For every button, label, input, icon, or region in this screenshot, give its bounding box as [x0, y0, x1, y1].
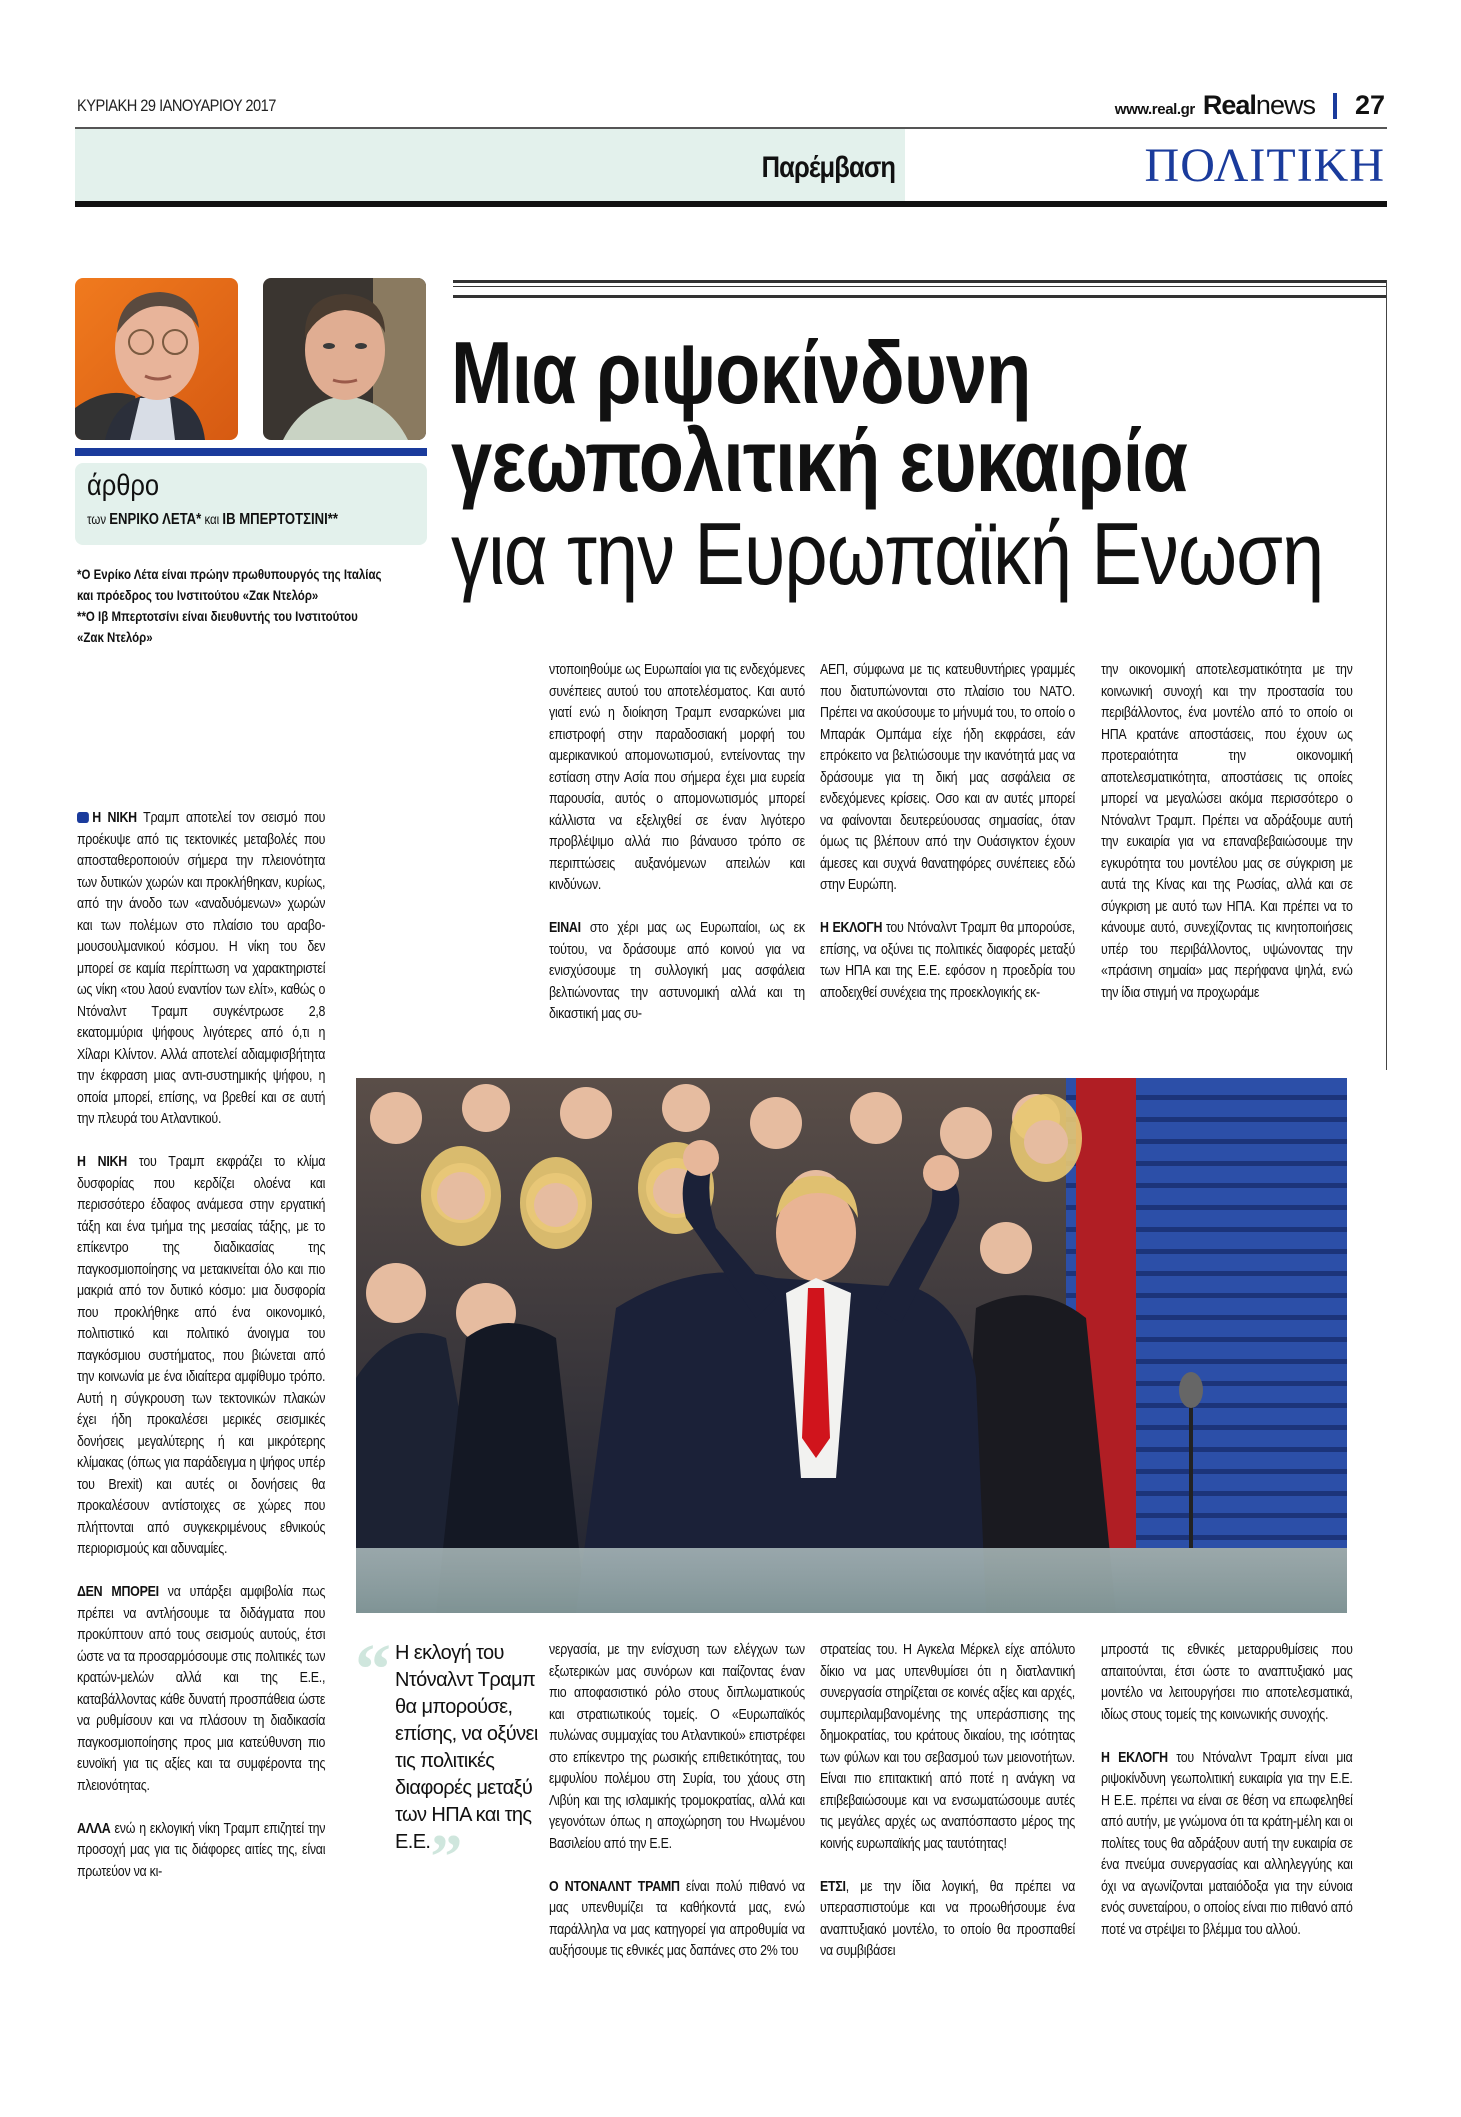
author-notes — [77, 564, 382, 648]
brand-logo-real: Real — [1202, 90, 1256, 120]
paragraph — [549, 660, 805, 897]
issue-date: ΚΥΡΙΑΚΗ 29 ΙΑΝΟΥΑΡΙΟΥ 2017 — [77, 96, 276, 115]
pull-quote-text: Η εκλογή του Ντόναλντ Τραμπ θα μπορούσε, επίσης, να οξύνει τις πολιτικές διαφορές μεταξύ των ΗΠΑ και της Ε.Ε. — [395, 1642, 538, 1853]
author-note-line: και πρόεδρος του Ινστιτούτου «Ζακ Ντελόρ» — [77, 587, 319, 603]
paragraph-text: του Ντόναλντ Τραμπ είναι μια ριψοκίνδυνη γεωπολιτική ευκαιρία για την Ε.Ε. Η Ε.Ε. πρέπει να είναι σε θέση να επωφεληθεί από αυτήν, με γνώμονα ότι τα κράτη-μέλη και οι πολίτες τους θα αδράξουν αυτή την ευκαιρία σε ένα πνεύμα συνεργασίας και αλληλεγγύης και όχι να αγωνίζονται ματαιόδοξα για την εύνοια ενός συνεταίρου, ο οποίος είναι πιο πιθανό από ποτέ να στρέψει το βλέμμα του αλλού. — [1101, 1749, 1353, 1938]
paragraph-text: στο χέρι μας ως Ευρωπαίοι, ως εκ τούτου, να δράσουμε από κοινού για να ενισχύσουμε τη συλλογική μας ασφάλεια βελτιώνοντας την αστυνομική αλλά και τη δικαστική μας συ- — [549, 920, 805, 1022]
article-column-2-top — [549, 660, 805, 1026]
bullet-icon — [77, 812, 89, 823]
inauguration-photo — [356, 1078, 1347, 1613]
paragraph — [549, 918, 805, 1026]
paragraph-text: ενώ η εκλογική νίκη Τραμπ επιζητεί την προσοχή μας για τις διάφορες αιτίες της, είναι πρωτεύον να κι- — [77, 1820, 326, 1880]
author-note-line: **Ο Ιβ Μπερτοτσίνι είναι διευθυντής του Ινστιτούτου — [77, 608, 358, 624]
paragraph — [820, 1640, 1075, 1855]
paragraph-lead: Η ΝΙΚΗ — [92, 810, 137, 826]
headline-line-3: για την Ευρωπαϊκή Ενωση — [451, 504, 1324, 603]
article-column-3-bottom — [820, 1640, 1075, 1963]
byline-prefix: των — [87, 511, 107, 527]
author-name: ΕΝΡΙΚΟ ΛΕΤΑ* — [109, 511, 202, 528]
paragraph — [77, 1819, 325, 1884]
article-column-3-top — [820, 660, 1075, 1004]
paragraph-text: του Ντόναλντ Τραμπ θα μπορούσε, επίσης, να οξύνει τις πολιτικές διαφορές μεταξύ των ΗΠΑ και της Ε.Ε. εφόσον η προεδρία του αποδειχθεί συνέχεια της προεκλογικής εκ- — [820, 920, 1075, 1001]
paragraph-text: , με την ίδια λογική, θα πρέπει να υπερασπιστούμε και να προωθήσουμε ένα αναπτυξιακό μοντέλο, το οποίο θα προσπαθεί να συμβιβάσει — [820, 1878, 1075, 1959]
article-column-4-top — [1101, 660, 1353, 1004]
paragraph-text: Τραμπ αποτελεί τον σεισμό που προέκυψε από τις τεκτονικές μεταβολές που αποσταθεροποιούν σήμερα την πλειονότητα των δυτικών χωρών και προκλήθηκαν, κυρίως, από την άνοδο των «αναδυόμενων» χωρών και των πολέμων στο πλαίσιο του αραβο-μουσουλμανικού κόσμου. Η νίκη του δεν μπορεί σε καμία περίπτωση να χαρακτηριστεί ως νίκη «του λαού εναντίον των ελίτ», καθώς ο Ντόναλντ Τραμπ συγκέντρωσε 2,8 εκατομμύρια ψήφους λιγότερες από ό,τι η Χίλαρι Κλίντον. Αλλά αποτελεί αδιαμφισβήτητα την έκφραση μιας αντι-συστημικής ψήφου, η οποία μπορεί, επίσης, να βρεθεί και σε αυτή την πλευρά του Ατλαντικού. — [77, 810, 326, 1127]
brand-bar — [1115, 90, 1385, 121]
author-photo-yves-bertoncini — [263, 278, 426, 440]
byline-authors — [87, 511, 338, 529]
paragraph — [820, 660, 1075, 897]
section-label: Παρέμβαση — [761, 151, 895, 184]
paragraph — [820, 918, 1075, 1004]
byline-kicker: άρθρο — [87, 469, 160, 502]
paragraph-text: στρατείας του. Η Αγκελα Μέρκελ είχε απόλυτο δίκιο να μας υπενθυμίσει ότι η διατλαντική συνεργασία στηρίζεται σε κοινές αξίες και αρχές, συμπεριλαμβανομένης της υπεράσπισης της δημοκρατίας, του κράτους δικαίου, της ισότητας των φύλων και του σεβασμού των μειονοτήτων. Είναι πιο επιτακτική από ποτέ η ανάγκη να επιβεβαιώσουμε και να ενσωματώσουμε αυτές τις μεγάλες αρχές ως αναπόσπαστο μέρος της κοινής ευρωπαϊκής μας ταυτότητας! — [820, 1642, 1075, 1852]
paragraph-text: του Τραμπ εκφράζει το κλίμα δυσφορίας που κερδίζει ολοένα και περισσότερο έδαφος ανάμεσα στην εργατική τάξη και ένα τμήμα της μεσαίας τάξης, με το επίκεντρο της διαδικασίας της παγκοσμιοποίησης να μετακινείται όλο και πιο μακριά από τον δυτικό κόσμο: μια δυσφορία που προκλήθηκε από ένα οικονομικό, πολιτιστικό και πολιτικό άνοιγμα του παγκόσμιου συστήματος, που βιώνεται από την κοινωνία με ένα ιδιαίτερα αμφίθυμο τρόπο. Αυτή η σύγκρουση των τεκτονικών πλακών έχει ήδη προκαλέσει μερικές σεισμικές δονήσεις μεγαλύτερης ή και μικρότερης κλίμακας (όπως για παράδειγμα η ψήφος υπέρ του Brexit) και αυτές οι δονήσεις θα προκαλέσουν αντίστοιχες σε χώρες που πλήττονται από συγκεκριμένους εθνικούς περιορισμούς και αδυναμίες. — [77, 1154, 326, 1557]
paragraph-lead: ΑΛΛΑ — [77, 1820, 111, 1837]
paragraph-lead: ΔΕΝ ΜΠΟΡΕΙ — [77, 1584, 159, 1600]
paragraph-text: μπροστά τις εθνικές μεταρρυθμίσεις που απαιτούνται, έτσι ώστε το αναπτυξιακό μας μοντέλο να λειτουργήσει πιο αποτελεσματικά, ιδίως στους τομείς της κοινωνικής συνοχής. — [1101, 1642, 1353, 1723]
article-column-2-bottom — [549, 1640, 805, 1963]
paragraph — [549, 1877, 805, 1963]
paragraph — [820, 1877, 1075, 1963]
paragraph-lead: Η ΕΚΛΟΓΗ — [820, 920, 883, 936]
section-title: ΠΟΛΙΤΙΚΗ — [1144, 139, 1385, 192]
author-note-line: *Ο Ενρίκο Λέτα είναι πρώην πρωθυπουργός της Ιταλίας — [77, 566, 382, 582]
headline-line-1: Μια ριψοκίνδυνη — [451, 323, 1031, 422]
paragraph — [77, 1152, 325, 1561]
paragraph — [1101, 1748, 1353, 1942]
author-photo-enrico-letta — [75, 278, 238, 440]
paragraph-lead: Η ΝΙΚΗ — [77, 1154, 127, 1170]
byline-box — [75, 463, 427, 545]
paragraph-text: είναι πολύ πιθανό να μας υπενθυμίζει τα καθήκοντά μας, ενώ παράλληλα να μας κατηγορεί για απροθυμία να αυξήσουμε τις εθνικές μας δαπάνες στο 2% του — [549, 1878, 805, 1959]
headline-rules — [453, 280, 1387, 298]
paragraph-text: την οικονομική αποτελεσματικότητα με την κοινωνική συνοχή και την προστασία του περιβάλλοντος, ένα μοντέλο από το οποίο οι ΗΠΑ κρατάνε αποστάσεις, που έχουν ως προτεραιότητα την οικονομική αποτελεσματικότητα, αποστάσεις τις οποίες μπορεί να μεγαλώσει ακόμα περισσότερο ο Ντόναλντ Τραμπ. Πρέπει να αδράξουμε αυτή την ευκαιρία για να επαναβεβαιώσουμε την εγκυρότητα του μοντέλου μας σε σύγκριση με αυτά της Κίνας και της Ρωσίας, αλλά και σε σύγκριση με αυτό των ΗΠΑ. Και πρέπει να το κάνουμε αυτό, συνεχίζοντας τις κινητοποιήσεις υπέρ του περιβάλλοντος, υψώνοντας την «πράσινη σημαία» μας περήφανα ψηλά, ενώ την ίδια στιγμή να προχωράμε — [1101, 662, 1353, 1001]
author-note-line: «Ζακ Ντελόρ» — [77, 629, 153, 645]
paragraph-text: νεργασία, με την ενίσχυση των ελέγχων των εξωτερικών μας συνόρων και παίζοντας έναν πιο αποφασιστικό ρόλο στους διπλωματικούς και στρατιωτικούς τομείς. Ο «Ευρωπαϊκός πυλώνας συμμαχίας του Ατλαντικού» επιστρέφει στο επίκεντρο της ρωσικής επιθετικότητας, του εμφυλίου πολέμου στη Συρία, του χάους στη Λιβύη και της ισλαμικής τρομοκρατίας, αλλά και γεγονότων όπως η αποχώρηση του Ηνωμένου Βασιλείου από την Ε.Ε. — [549, 1642, 805, 1852]
article-column-4-bottom — [1101, 1640, 1353, 1941]
site-url[interactable]: www.real.gr — [1114, 101, 1195, 118]
headline-line-2: γεωπολιτική ευκαιρία — [451, 411, 1188, 510]
brand-logo-news: news — [1255, 90, 1315, 120]
paragraph-text: ΑΕΠ, σύμφωνα με τις κατευθυντήριες γραμμές που διατυπώνονται στο πλαίσιο του ΝΑΤΟ. Πρέπει να ακούσουμε το μήνυμά του, το οποίο ο Μπαράκ Ομπάμα είχε ήδη εκφράσει, εάν επρόκειτο να βελτιώσουμε την ικανότητά μας να δράσουμε για τη δική μας ασφάλεια σε ενδεχόμενες κρίσεις. Οσο και αν αυτές μπορεί να φαίνονται δευτερεύουσας σημασίας, όταν όμως τις βλέπουν από την Ουάσιγκτον έχουν άμεσες και συχνά θανατηφόρες συνέπειες εδώ στην Ευρώπη. — [820, 662, 1075, 893]
paragraph-text: ντοποιηθούμε ως Ευρωπαίοι για τις ενδεχόμενες συνέπειες αυτού του αποτελέσματος. Και αυτό γιατί ενώ η διοίκηση Τραμπ ενσαρκώνει μια επιστροφή στην παραδοσιακή μορφή του αμερικανικού απομονωτισμού, εντείνοντας την εστίαση στην Ασία που σήμερα έχει μια ευρεία παρουσία, αυτός ο απομονωτισμός μπορεί κάλλιστα να εξελιχθεί σε έναν λιγότερο προβλέψιμο αλλά πιο βάναυσο τρόπο σε περιπτώσεις αυξανόμενων απειλών και κινδύνων. — [549, 662, 805, 893]
paragraph-lead: ΕΙΝΑΙ — [549, 920, 581, 936]
byline-joiner: και — [204, 511, 220, 527]
column-border — [1386, 280, 1387, 1070]
accent-bar — [75, 448, 427, 456]
paragraph — [1101, 660, 1353, 1004]
paragraph-text: να υπάρξει αμφιβολία πως πρέπει να αντλήσουμε τα διδάγματα που προκύπτουν από τους σεισμούς αυτούς, έτσι ώστε να τα προσαρμόσουμε στις πολιτικές των κρατών-μελών αλλά και της Ε.Ε., καταβάλλοντας κάθε δυνατή προσπάθεια ώστε να ρυθμίσουν και να πλάσουν τη διαδικασία παγκοσμιοποίησης προς μια κατεύθυνση πιο ευνοϊκή για τις αξίες και τα συμφέροντα της πλειονότητας. — [77, 1584, 326, 1794]
paragraph-lead: ΕΤΣΙ — [820, 1878, 846, 1895]
page-number: 27 — [1354, 90, 1385, 120]
paragraph-lead: Η ΕΚΛΟΓΗ — [1101, 1749, 1168, 1766]
open-quote-icon: “ — [355, 1629, 391, 1709]
paragraph — [1101, 1640, 1353, 1726]
header-thick-rule — [75, 201, 1387, 207]
article-column-1 — [77, 808, 325, 1883]
paragraph — [549, 1640, 805, 1855]
paragraph — [77, 1582, 325, 1797]
brand-divider — [1333, 93, 1337, 119]
author-name: ΙΒ ΜΠΕΡΤΟΤΣΙΝΙ** — [222, 511, 338, 528]
paragraph — [77, 808, 325, 1131]
paragraph-lead: Ο ΝΤΟΝΑΛΝΤ ΤΡΑΜΠ — [549, 1878, 680, 1895]
close-quote-icon: ” — [430, 1821, 462, 1892]
